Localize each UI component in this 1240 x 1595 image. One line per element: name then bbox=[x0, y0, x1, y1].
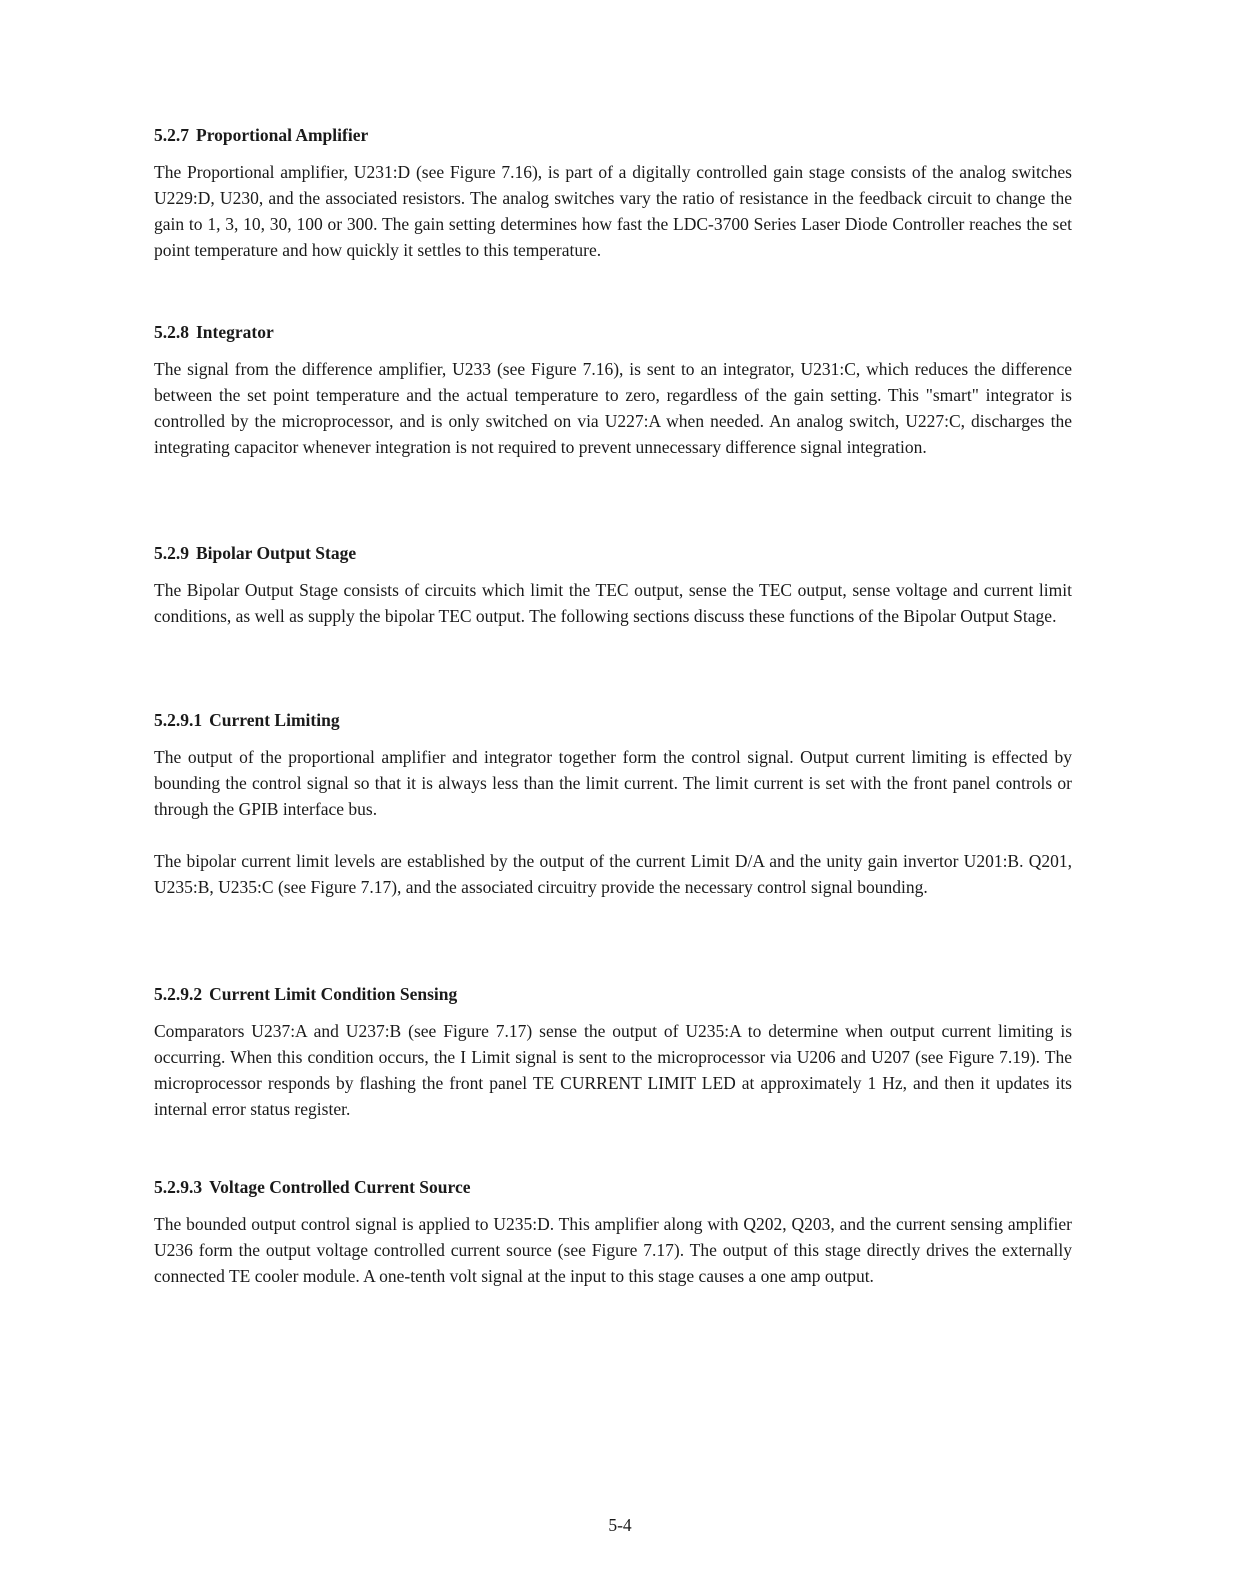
paragraph: The bounded output control signal is applied to U235:D. This amplifier along with Q202, Q203, and the current sensing amplifier U236 form the output voltage controlled current source (see Figure 7.17). The output of this stage directly drives the externally connected TE cooler module. A one-tenth volt signal at the input to this stage causes a one amp output. bbox=[154, 1214, 1072, 1286]
section-heading bbox=[154, 1176, 1072, 1198]
section-number: 5.2.9.1 bbox=[154, 710, 203, 730]
section-current-limit-condition-sensing bbox=[154, 983, 1072, 1122]
section-current-limiting bbox=[154, 709, 1072, 900]
section-proportional-amplifier bbox=[154, 124, 1072, 263]
paragraph: The bipolar current limit levels are established by the output of the current Limit D/A and the unity gain invertor U201:B. Q201, U235:B, U235:C (see Figure 7.17), and the associated circuitry provide the necessary control signal bounding. bbox=[154, 851, 1072, 897]
paragraph: Comparators U237:A and U237:B (see Figure 7.17) sense the output of U235:A to determine when output current limiting is occurring. When this condition occurs, the I Limit signal is sent to the microprocessor via U206 and U207 (see Figure 7.19). The microprocessor responds by flashing the front panel TE CURRENT LIMIT LED at approximately 1 Hz, and then it updates its internal error status register. bbox=[154, 1021, 1072, 1119]
section-voltage-controlled-current-source bbox=[154, 1176, 1072, 1289]
paragraph: The Bipolar Output Stage consists of circuits which limit the TEC output, sense the TEC output, sense voltage and current limit conditions, as well as supply the bipolar TEC output. The following sections discuss these functions of the Bipolar Output Stage. bbox=[154, 580, 1072, 626]
section-title: Current Limit Condition Sensing bbox=[209, 984, 458, 1004]
section-title: Current Limiting bbox=[209, 710, 340, 730]
section-number: 5.2.9.3 bbox=[154, 1177, 203, 1197]
section-title: Proportional Amplifier bbox=[196, 125, 369, 145]
section-heading bbox=[154, 983, 1072, 1005]
section-title: Integrator bbox=[196, 322, 274, 342]
section-title: Voltage Controlled Current Source bbox=[209, 1177, 471, 1197]
section-title: Bipolar Output Stage bbox=[196, 543, 357, 563]
paragraph: The output of the proportional amplifier and integrator together form the control signal. Output current limiting is effected by bounding the control signal so that it is always less than the limit current. The limit current is set with the front panel controls or through the GPIB interface bus. bbox=[154, 747, 1072, 819]
section-heading bbox=[154, 321, 1072, 343]
section-integrator bbox=[154, 321, 1072, 460]
section-number: 5.2.9.2 bbox=[154, 984, 203, 1004]
section-number: 5.2.9 bbox=[154, 543, 189, 563]
section-heading bbox=[154, 124, 1072, 146]
paragraph: The Proportional amplifier, U231:D (see Figure 7.16), is part of a digitally controlled gain stage consists of the analog switches U229:D, U230, and the associated resistors. The analog switches vary the ratio of resistance in the feedback circuit to change the gain to 1, 3, 10, 30, 100 or 300. The gain setting determines how fast the LDC-3700 Series Laser Diode Controller reaches the set point temperature and how quickly it settles to this temperature. bbox=[154, 162, 1072, 260]
section-heading bbox=[154, 542, 1072, 564]
section-number: 5.2.8 bbox=[154, 322, 189, 342]
section-number: 5.2.7 bbox=[154, 125, 189, 145]
paragraph: The signal from the difference amplifier, U233 (see Figure 7.16), is sent to an integrator, U231:C, which reduces the difference between the set point temperature and the actual temperature to zero, regardless of the gain setting. This "smart" integrator is controlled by the microprocessor, and is only switched on via U227:A when needed. An analog switch, U227:C, discharges the integrating capacitor whenever integration is not required to prevent unnecessary difference signal integration. bbox=[154, 359, 1072, 457]
section-bipolar-output-stage bbox=[154, 542, 1072, 629]
page-number: 5-4 bbox=[608, 1515, 632, 1535]
section-heading bbox=[154, 709, 1072, 731]
